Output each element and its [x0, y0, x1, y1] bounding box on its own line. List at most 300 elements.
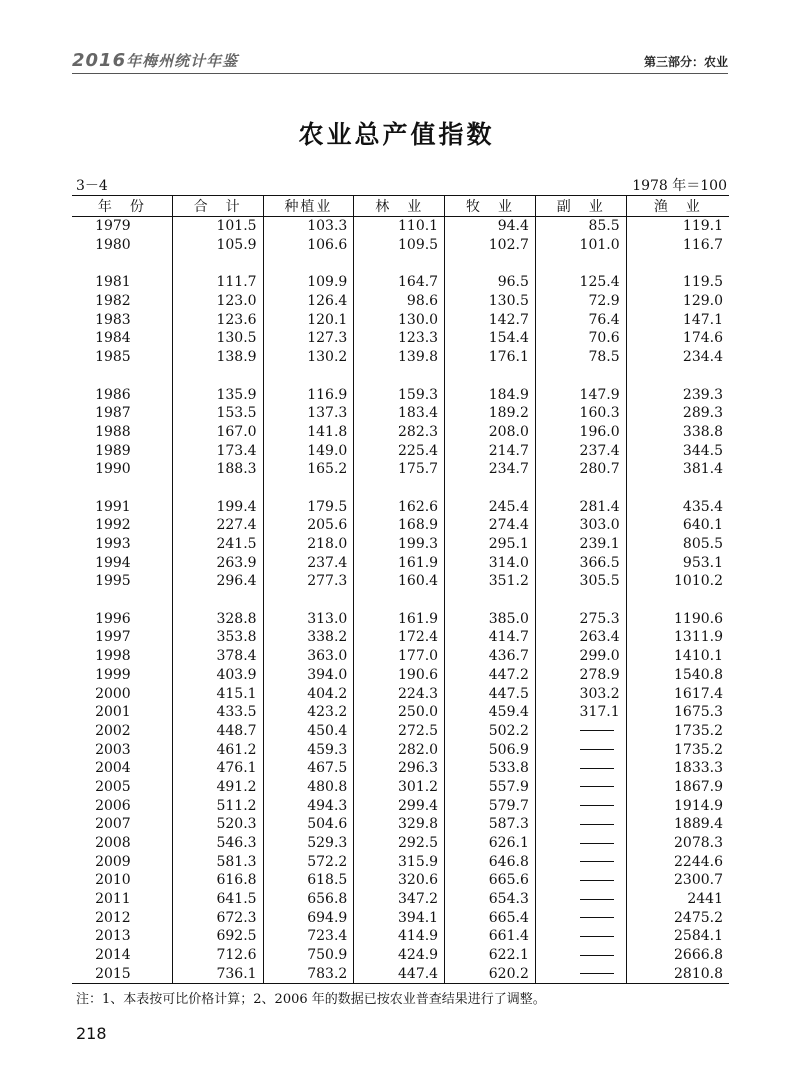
value-cell: 237.4 — [263, 553, 354, 572]
value-cell: 214.7 — [445, 441, 536, 460]
year-cell: 1992 — [95, 517, 131, 534]
empty-cell — [535, 254, 626, 273]
value-cell: 626.1 — [445, 834, 536, 853]
year-cell: 2014 — [95, 947, 131, 964]
value-cell: 1410.1 — [626, 647, 729, 666]
value-cell: 280.7 — [535, 460, 626, 479]
value-cell: 129.0 — [626, 292, 729, 311]
value-cell: 723.4 — [263, 927, 354, 946]
value-cell: 329.8 — [354, 815, 445, 834]
value-cell: 139.8 — [354, 348, 445, 367]
value-cell: 101.0 — [535, 236, 626, 255]
value-cell: 130.5 — [445, 292, 536, 311]
value-cell: 282.0 — [354, 740, 445, 759]
dash-mark — [580, 768, 614, 769]
value-cell: 116.9 — [263, 385, 354, 404]
value-cell: 299.0 — [535, 647, 626, 666]
value-cell: 164.7 — [354, 273, 445, 292]
table-row — [72, 871, 729, 890]
value-cell: 153.5 — [172, 404, 263, 423]
value-cell: 70.6 — [535, 329, 626, 348]
empty-cell — [535, 591, 626, 610]
book-title-text: 年梅州统计年鉴 — [126, 52, 239, 70]
value-cell: 147.1 — [626, 310, 729, 329]
value-cell: 394.1 — [354, 908, 445, 927]
value-cell: 736.1 — [172, 965, 263, 984]
table-row — [72, 236, 729, 255]
value-cell: 141.8 — [263, 423, 354, 442]
value-cell: 277.3 — [263, 572, 354, 591]
table-row — [72, 778, 729, 797]
value-cell: 712.6 — [172, 946, 263, 965]
value-cell: 296.3 — [354, 759, 445, 778]
value-cell: 494.3 — [263, 796, 354, 815]
table-row — [72, 385, 729, 404]
value-cell: 123.0 — [172, 292, 263, 311]
not-available-cell — [535, 815, 626, 834]
value-cell: 272.5 — [354, 722, 445, 741]
table-row — [72, 535, 729, 554]
footnote: 注：1、本表按可比价格计算；2、2006 年的数据已按农业普查结果进行了调整。 — [76, 992, 546, 1007]
value-cell: 315.9 — [354, 852, 445, 871]
value-cell: 665.6 — [445, 871, 536, 890]
not-available-cell — [535, 946, 626, 965]
value-cell: 199.4 — [172, 497, 263, 516]
value-cell: 173.4 — [172, 441, 263, 460]
year-cell: 2005 — [95, 778, 131, 795]
column-header: 年 份 — [72, 196, 172, 217]
value-cell: 1617.4 — [626, 684, 729, 703]
value-cell: 224.3 — [354, 684, 445, 703]
value-cell: 415.1 — [172, 684, 263, 703]
value-cell: 385.0 — [445, 609, 536, 628]
not-available-cell — [535, 890, 626, 909]
table-row — [72, 965, 729, 984]
value-cell: 447.4 — [354, 965, 445, 984]
value-cell: 2810.8 — [626, 965, 729, 984]
empty-cell — [445, 254, 536, 273]
value-cell: 783.2 — [263, 965, 354, 984]
empty-cell — [172, 254, 263, 273]
value-cell: 378.4 — [172, 647, 263, 666]
value-cell: 305.5 — [535, 572, 626, 591]
value-cell: 160.4 — [354, 572, 445, 591]
value-cell: 436.7 — [445, 647, 536, 666]
value-cell: 1311.9 — [626, 628, 729, 647]
value-cell: 184.9 — [445, 385, 536, 404]
value-cell: 620.2 — [445, 965, 536, 984]
year-cell: 2000 — [95, 685, 131, 702]
empty-cell — [263, 591, 354, 610]
value-cell: 1867.9 — [626, 778, 729, 797]
year-cell: 1980 — [95, 237, 131, 254]
table-header-row — [72, 196, 729, 217]
value-cell: 239.3 — [626, 385, 729, 404]
value-cell: 403.9 — [172, 666, 263, 685]
table-row — [72, 404, 729, 423]
column-header: 渔 业 — [626, 196, 729, 217]
value-cell: 459.4 — [445, 703, 536, 722]
dash-mark — [580, 786, 614, 787]
value-cell: 504.6 — [263, 815, 354, 834]
value-cell: 110.1 — [354, 217, 445, 236]
year-cell: 2012 — [95, 909, 131, 926]
value-cell: 119.5 — [626, 273, 729, 292]
empty-cell — [354, 254, 445, 273]
table-row — [72, 292, 729, 311]
value-cell: 381.4 — [626, 460, 729, 479]
value-cell: 172.4 — [354, 628, 445, 647]
value-cell: 241.5 — [172, 535, 263, 554]
not-available-cell — [535, 852, 626, 871]
value-cell: 179.5 — [263, 497, 354, 516]
value-cell: 168.9 — [354, 516, 445, 535]
value-cell: 303.0 — [535, 516, 626, 535]
dash-mark — [580, 880, 614, 881]
value-cell: 459.3 — [263, 740, 354, 759]
year-cell: 2001 — [95, 704, 131, 721]
table-row — [72, 553, 729, 572]
value-cell: 533.8 — [445, 759, 536, 778]
value-cell: 587.3 — [445, 815, 536, 834]
value-cell: 135.9 — [172, 385, 263, 404]
empty-cell — [72, 479, 172, 498]
value-cell: 476.1 — [172, 759, 263, 778]
value-cell: 502.2 — [445, 722, 536, 741]
value-cell: 234.7 — [445, 460, 536, 479]
table-row — [72, 908, 729, 927]
index-table — [72, 195, 729, 984]
value-cell: 106.6 — [263, 236, 354, 255]
table-row — [72, 834, 729, 853]
year-cell: 1987 — [95, 405, 131, 422]
value-cell: 2244.6 — [626, 852, 729, 871]
table-row — [72, 852, 729, 871]
table-row — [72, 647, 729, 666]
value-cell: 447.5 — [445, 684, 536, 703]
value-cell: 414.9 — [354, 927, 445, 946]
value-cell: 154.4 — [445, 329, 536, 348]
value-cell: 188.3 — [172, 460, 263, 479]
value-cell: 435.4 — [626, 497, 729, 516]
value-cell: 404.2 — [263, 684, 354, 703]
value-cell: 109.5 — [354, 236, 445, 255]
value-cell: 491.2 — [172, 778, 263, 797]
year-cell: 2003 — [95, 741, 131, 758]
value-cell: 347.2 — [354, 890, 445, 909]
value-cell: 2300.7 — [626, 871, 729, 890]
table-row — [72, 722, 729, 741]
column-header: 副 业 — [535, 196, 626, 217]
value-cell: 130.0 — [354, 310, 445, 329]
dash-mark — [580, 917, 614, 918]
dash-mark — [580, 936, 614, 937]
year-cell: 2008 — [95, 835, 131, 852]
value-cell: 239.1 — [535, 535, 626, 554]
year-cell: 1984 — [95, 330, 131, 347]
table-row — [72, 609, 729, 628]
value-cell: 694.9 — [263, 908, 354, 927]
year-cell: 1988 — [95, 423, 131, 440]
year-cell: 1994 — [95, 554, 131, 571]
value-cell: 448.7 — [172, 722, 263, 741]
column-header: 牧 业 — [445, 196, 536, 217]
dash-mark — [580, 730, 614, 731]
value-cell: 289.3 — [626, 404, 729, 423]
table-row — [72, 516, 729, 535]
value-cell: 176.1 — [445, 348, 536, 367]
value-cell: 296.4 — [172, 572, 263, 591]
value-cell: 292.5 — [354, 834, 445, 853]
value-cell: 616.8 — [172, 871, 263, 890]
year-cell: 1989 — [95, 442, 131, 459]
value-cell: 447.2 — [445, 666, 536, 685]
value-cell: 672.3 — [172, 908, 263, 927]
value-cell: 692.5 — [172, 927, 263, 946]
value-cell: 299.4 — [354, 796, 445, 815]
column-header: 合 计 — [172, 196, 263, 217]
spacer-row — [72, 591, 729, 610]
value-cell: 94.4 — [445, 217, 536, 236]
value-cell: 622.1 — [445, 946, 536, 965]
value-cell: 579.7 — [445, 796, 536, 815]
empty-cell — [354, 479, 445, 498]
value-cell: 105.9 — [172, 236, 263, 255]
table-row — [72, 740, 729, 759]
value-cell: 450.4 — [263, 722, 354, 741]
table-number: 3－4 — [76, 178, 108, 194]
value-cell: 338.2 — [263, 628, 354, 647]
spacer-row — [72, 479, 729, 498]
value-cell: 2441 — [626, 890, 729, 909]
value-cell: 225.4 — [354, 441, 445, 460]
dash-mark — [580, 805, 614, 806]
empty-cell — [354, 591, 445, 610]
value-cell: 511.2 — [172, 796, 263, 815]
value-cell: 506.9 — [445, 740, 536, 759]
value-cell: 165.2 — [263, 460, 354, 479]
year-cell: 1993 — [95, 536, 131, 553]
value-cell: 423.2 — [263, 703, 354, 722]
empty-cell — [172, 367, 263, 386]
year-cell: 1997 — [95, 629, 131, 646]
value-cell: 72.9 — [535, 292, 626, 311]
value-cell: 275.3 — [535, 609, 626, 628]
value-cell: 109.9 — [263, 273, 354, 292]
value-cell: 123.3 — [354, 329, 445, 348]
value-cell: 2584.1 — [626, 927, 729, 946]
not-available-cell — [535, 908, 626, 927]
value-cell: 250.0 — [354, 703, 445, 722]
value-cell: 461.2 — [172, 740, 263, 759]
not-available-cell — [535, 740, 626, 759]
empty-cell — [535, 479, 626, 498]
value-cell: 138.9 — [172, 348, 263, 367]
value-cell: 85.5 — [535, 217, 626, 236]
year-cell: 1995 — [95, 573, 131, 590]
value-cell: 111.7 — [172, 273, 263, 292]
value-cell: 344.5 — [626, 441, 729, 460]
year-cell: 1986 — [95, 386, 131, 403]
empty-cell — [172, 591, 263, 610]
year-cell: 1983 — [95, 311, 131, 328]
running-header — [72, 47, 728, 74]
value-cell: 123.6 — [172, 310, 263, 329]
section-label: 第三部分：农业 — [643, 55, 728, 69]
value-cell: 190.6 — [354, 666, 445, 685]
not-available-cell — [535, 834, 626, 853]
value-cell: 529.3 — [263, 834, 354, 853]
value-cell: 313.0 — [263, 609, 354, 628]
not-available-cell — [535, 722, 626, 741]
dash-mark — [580, 843, 614, 844]
value-cell: 424.9 — [354, 946, 445, 965]
empty-cell — [263, 479, 354, 498]
not-available-cell — [535, 796, 626, 815]
value-cell: 1735.2 — [626, 722, 729, 741]
value-cell: 320.6 — [354, 871, 445, 890]
table-row — [72, 628, 729, 647]
page-title: 农业总产值指数 — [298, 120, 495, 149]
page-number: 218 — [76, 1024, 107, 1043]
value-cell: 414.7 — [445, 628, 536, 647]
value-cell: 101.5 — [172, 217, 263, 236]
year-cell: 1996 — [95, 610, 131, 627]
book-year: 2016 — [72, 50, 127, 71]
not-available-cell — [535, 871, 626, 890]
value-cell: 161.9 — [354, 609, 445, 628]
empty-cell — [72, 591, 172, 610]
empty-cell — [263, 367, 354, 386]
value-cell: 126.4 — [263, 292, 354, 311]
value-cell: 116.7 — [626, 236, 729, 255]
value-cell: 174.6 — [626, 329, 729, 348]
value-cell: 98.6 — [354, 292, 445, 311]
value-cell: 130.2 — [263, 348, 354, 367]
value-cell: 572.2 — [263, 852, 354, 871]
value-cell: 656.8 — [263, 890, 354, 909]
value-cell: 189.2 — [445, 404, 536, 423]
value-cell: 546.3 — [172, 834, 263, 853]
empty-cell — [172, 479, 263, 498]
value-cell: 167.0 — [172, 423, 263, 442]
table-row — [72, 348, 729, 367]
value-cell: 641.5 — [172, 890, 263, 909]
value-cell: 661.4 — [445, 927, 536, 946]
table-row — [72, 684, 729, 703]
table-row — [72, 460, 729, 479]
table-row — [72, 796, 729, 815]
value-cell: 227.4 — [172, 516, 263, 535]
empty-cell — [445, 479, 536, 498]
value-cell: 147.9 — [535, 385, 626, 404]
dash-mark — [580, 973, 614, 974]
value-cell: 281.4 — [535, 497, 626, 516]
value-cell: 363.0 — [263, 647, 354, 666]
empty-cell — [263, 254, 354, 273]
value-cell: 1540.8 — [626, 666, 729, 685]
value-cell: 175.7 — [354, 460, 445, 479]
value-cell: 161.9 — [354, 553, 445, 572]
value-cell: 282.3 — [354, 423, 445, 442]
year-cell: 1979 — [95, 218, 131, 235]
value-cell: 142.7 — [445, 310, 536, 329]
value-cell: 137.3 — [263, 404, 354, 423]
not-available-cell — [535, 759, 626, 778]
table-row — [72, 759, 729, 778]
value-cell: 159.3 — [354, 385, 445, 404]
base-year-note: 1978 年＝100 — [632, 178, 727, 194]
value-cell: 1010.2 — [626, 572, 729, 591]
year-cell: 2015 — [72, 965, 172, 984]
value-cell: 274.4 — [445, 516, 536, 535]
table-row — [72, 329, 729, 348]
value-cell: 237.4 — [535, 441, 626, 460]
value-cell: 103.3 — [263, 217, 354, 236]
value-cell: 805.5 — [626, 535, 729, 554]
table-row — [72, 423, 729, 442]
table-body — [72, 217, 729, 984]
year-cell: 2004 — [95, 760, 131, 777]
table-row — [72, 666, 729, 685]
dash-mark — [580, 861, 614, 862]
value-cell: 78.5 — [535, 348, 626, 367]
table-row — [72, 310, 729, 329]
value-cell: 102.7 — [445, 236, 536, 255]
value-cell: 1914.9 — [626, 796, 729, 815]
table-row — [72, 703, 729, 722]
value-cell: 654.3 — [445, 890, 536, 909]
year-cell: 2006 — [95, 797, 131, 814]
value-cell: 953.1 — [626, 553, 729, 572]
table-row — [72, 217, 729, 236]
value-cell: 1190.6 — [626, 609, 729, 628]
year-cell: 1982 — [95, 293, 131, 310]
year-cell: 2010 — [95, 872, 131, 889]
value-cell: 328.8 — [172, 609, 263, 628]
empty-cell — [535, 367, 626, 386]
value-cell: 96.5 — [445, 273, 536, 292]
empty-cell — [445, 367, 536, 386]
value-cell: 317.1 — [535, 703, 626, 722]
value-cell: 750.9 — [263, 946, 354, 965]
value-cell: 218.0 — [263, 535, 354, 554]
value-cell: 263.9 — [172, 553, 263, 572]
value-cell: 183.4 — [354, 404, 445, 423]
value-cell: 160.3 — [535, 404, 626, 423]
empty-cell — [445, 591, 536, 610]
not-available-cell — [535, 927, 626, 946]
value-cell: 1833.3 — [626, 759, 729, 778]
dash-mark — [580, 955, 614, 956]
value-cell: 149.0 — [263, 441, 354, 460]
value-cell: 199.3 — [354, 535, 445, 554]
year-cell: 1985 — [95, 349, 131, 366]
value-cell: 125.4 — [535, 273, 626, 292]
table-row — [72, 946, 729, 965]
not-available-cell — [535, 965, 626, 984]
year-cell: 2013 — [95, 928, 131, 945]
table-row — [72, 441, 729, 460]
value-cell: 208.0 — [445, 423, 536, 442]
value-cell: 2666.8 — [626, 946, 729, 965]
value-cell: 278.9 — [535, 666, 626, 685]
year-cell: 1998 — [95, 648, 131, 665]
spacer-row — [72, 367, 729, 386]
column-header: 种植业 — [263, 196, 354, 217]
year-cell: 1990 — [95, 461, 131, 478]
value-cell: 2475.2 — [626, 908, 729, 927]
